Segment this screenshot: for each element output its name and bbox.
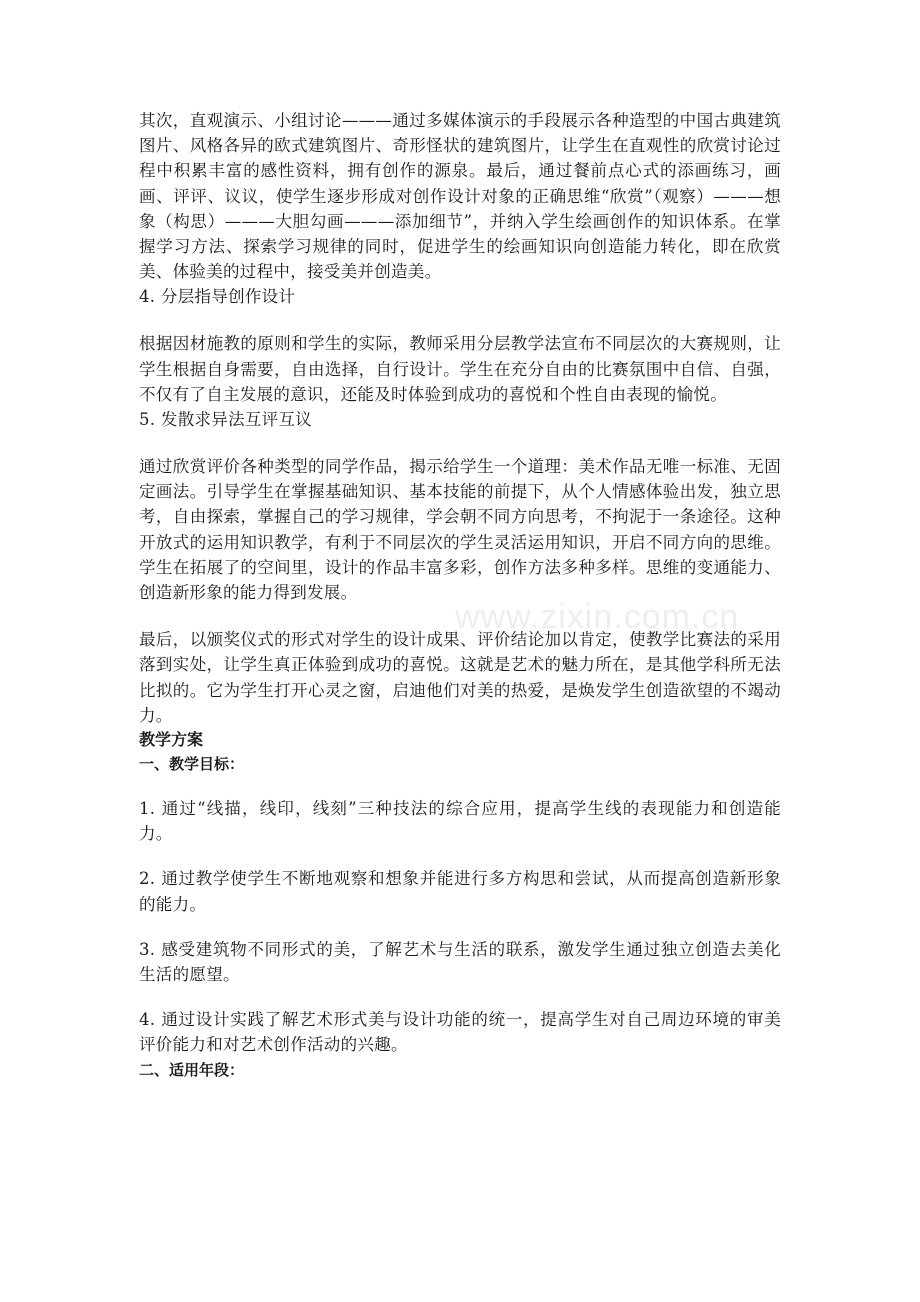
section-title-teaching-plan: 教学方案 <box>139 730 204 750</box>
goal-item-4: 4. 通过设计实践了解艺术形式美与设计功能的统一，提高学生对自己周边环境的审美评价能力和对艺术创作活动的兴趣。 <box>139 1010 781 1055</box>
item-heading-5: 5. 发散求异法互评互议 <box>139 410 313 430</box>
subheading-teaching-goals: 一、教学目标： <box>139 755 245 774</box>
paragraph-demonstration: 其次，直观演示、小组讨论———通过多媒体演示的手段展示各种造型的中国古典建筑图片、风格各异的欧式建筑图片、奇形怪状的建筑图片，让学生在直观性的欣赏讨论过程中积累丰富的感性资料，拥有创作的源泉。最后，通过餐前点心式的添画练习，画画、评评、议议，使学生逐步形成对创作设计对象的正确思维“欣赏”（观察）———想象（构思）———大胆勾画———添加细节”，并纳入学生绘画创作的知识体系。在掌握学习方法、探索学习规律的同时，促进学生的绘画知识向创造能力转化，即在欣赏美、体验美的过程中，接受美并创造美。 <box>139 111 781 282</box>
goal-item-2: 2. 通过教学使学生不断地观察和想象并能进行多方构思和尝试，从而提高创造新形象的能力。 <box>139 869 781 914</box>
goal-item-1: 1. 通过“线描，线印，线刻”三种技法的综合应用，提高学生线的表现能力和创造能力。 <box>139 799 781 844</box>
paragraph-peer-review: 通过欣赏评价各种类型的同学作品，揭示给学生一个道理：美术作品无唯一标准、无固定画法。引导学生在掌握基础知识、基本技能的前提下，从个人情感体验出发，独立思考，自由探索，掌握自己的学习规律，学会朝不同方向思考，不拘泥于一条途径。这种开放式的运用知识教学，有利于不同层次的学生灵活运用知识，开启不同方向的思维。学生在拓展了的空间里，设计的作品丰富多彩，创作方法多种多样。思维的变通能力、创造新形象的能力得到发展。 <box>139 457 781 603</box>
item-heading-4: 4. 分层指导创作设计 <box>139 287 296 307</box>
subheading-applicable-grade: 二、适用年段： <box>139 1060 245 1079</box>
paragraph-award-ceremony: 最后，以颁奖仪式的形式对学生的设计成果、评价结论加以肯定，使教学比赛法的采用落到实处，让学生真正体验到成功的喜悦。这就是艺术的魅力所在，是其他学科所无法比拟的。它为学生打开心灵之窗，启迪他们对美的热爱，是焕发学生创造欲望的不竭动力。 <box>139 630 781 725</box>
paragraph-layered-guidance: 根据因材施教的原则和学生的实际，教师采用分层教学法宣布不同层次的大赛规则，让学生根据自身需要，自由选择，自行设计。学生在充分自由的比赛氛围中自信、自强，不仅有了自主发展的意识，还能及时体验到成功的喜悦和个性自由表现的愉悦。 <box>139 334 781 404</box>
document-body <box>139 108 781 1082</box>
watermark: www.zixin.com.cn <box>455 598 740 636</box>
goal-item-3: 3. 感受建筑物不同形式的美，了解艺术与生活的联系，激发学生通过独立创造去美化生活的愿望。 <box>139 939 781 985</box>
